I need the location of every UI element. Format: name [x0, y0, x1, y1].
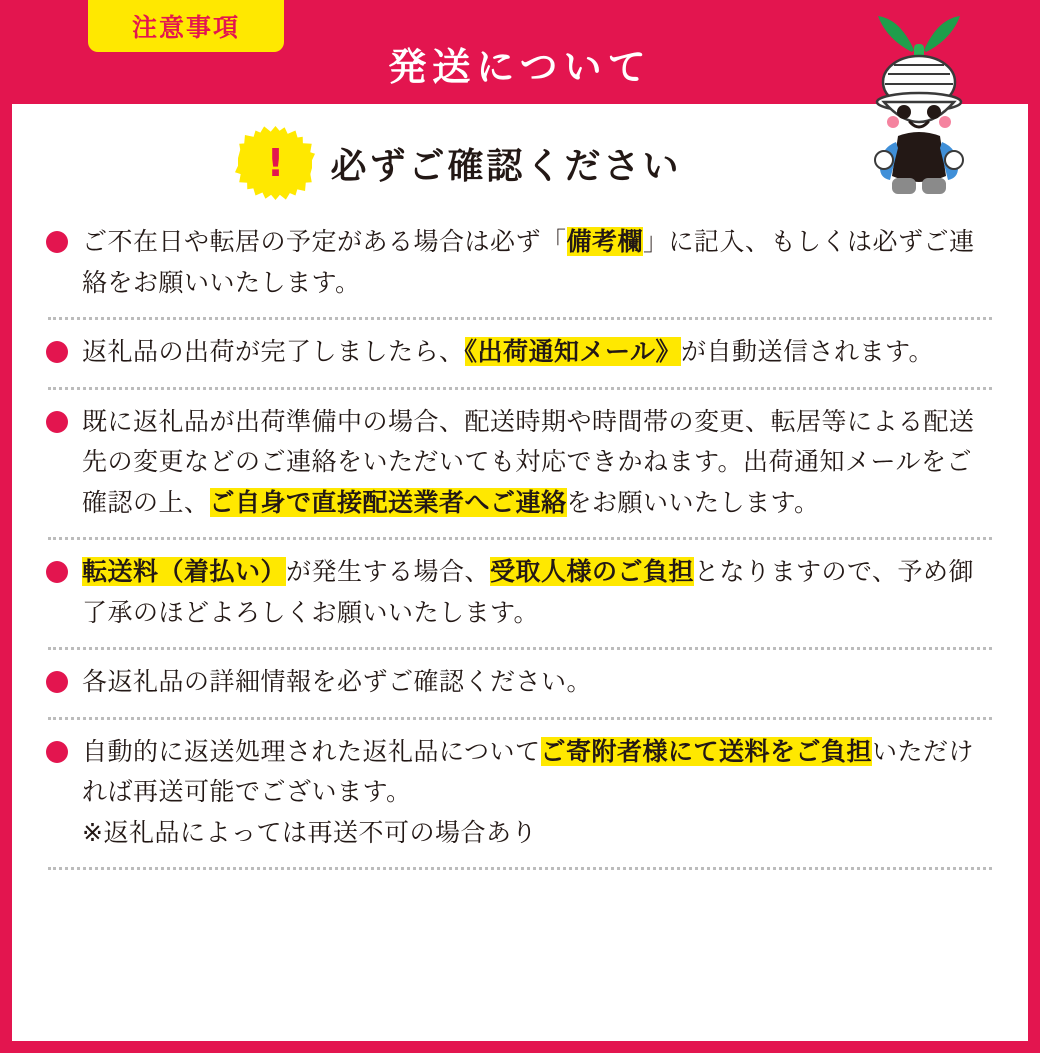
bullet-icon	[46, 341, 68, 363]
highlighted-text: ご自身で直接配送業者へご連絡	[209, 487, 567, 517]
notice-item	[44, 222, 996, 311]
highlighted-text: 備考欄	[566, 227, 644, 256]
bullet-icon	[46, 411, 68, 433]
plain-text: ※返礼品によっては再送不可の場合あり	[82, 817, 537, 847]
notice-item-text	[82, 332, 934, 381]
plain-text: が発生する場合、	[286, 557, 491, 586]
page-title: 発送について	[388, 45, 652, 89]
plain-text: 既に返礼品が出荷準備中の場合、配送時期や時間帯の変更、転居等による配送先の変更などのご連絡をいただいても対応できかねます。出荷通知メールをご確認の上、	[82, 406, 975, 517]
divider	[48, 387, 992, 390]
plain-text: いただければ再送可能でございます。	[82, 736, 975, 806]
notice-item	[44, 332, 996, 381]
notice-item-text	[82, 402, 996, 532]
plain-text: ご不在日や転居の予定がある場合は必ず「	[82, 227, 567, 256]
divider	[48, 867, 992, 870]
divider	[48, 537, 992, 540]
plain-text: 」に記入、もしくは必ずご連絡をお願いいたします。	[82, 227, 975, 297]
highlighted-text: ご寄附者様にて送料をご負担	[540, 736, 873, 766]
notice-item	[44, 552, 996, 641]
divider	[48, 317, 992, 320]
notice-item-text	[82, 662, 592, 711]
notice-item-text	[82, 222, 996, 311]
confirm-heading	[38, 104, 1002, 222]
notice-item-text	[82, 552, 996, 641]
divider	[48, 717, 992, 720]
bullet-icon	[46, 671, 68, 693]
plain-text: 返礼品の出荷が完了しましたら、	[82, 337, 465, 366]
notice-card	[12, 104, 1028, 1041]
bullet-icon	[46, 741, 68, 763]
confirm-heading-label: 必ずご確認ください	[330, 145, 682, 187]
notice-item	[44, 732, 996, 862]
plain-text: 各返礼品の詳細情報を必ずご確認ください。	[82, 667, 593, 696]
highlighted-text: 転送料（着払い）	[82, 557, 287, 586]
highlighted-text: 受取人様のご負担	[490, 557, 695, 586]
turnip-mascot-illustration	[854, 10, 984, 230]
exclamation-mark: !	[266, 141, 285, 185]
notice-item-text	[82, 732, 996, 862]
highlighted-text: 《出荷通知メール》	[464, 337, 682, 366]
bullet-icon	[46, 231, 68, 253]
plain-text: が自動送信されます。	[681, 337, 935, 366]
bullet-icon	[46, 561, 68, 583]
exclamation-starburst-icon	[238, 126, 312, 200]
notice-badge-label: 注意事項	[131, 13, 240, 42]
plain-text: をお願いいたします。	[566, 487, 820, 517]
plain-text: 自動的に返送処理された返礼品について	[82, 736, 541, 766]
notice-list	[38, 222, 1002, 870]
divider	[48, 647, 992, 650]
notice-item	[44, 662, 996, 711]
notice-item	[44, 402, 996, 532]
plain-text: となりますので、予め御了承のほどよろしくお願いいたします。	[82, 557, 975, 627]
